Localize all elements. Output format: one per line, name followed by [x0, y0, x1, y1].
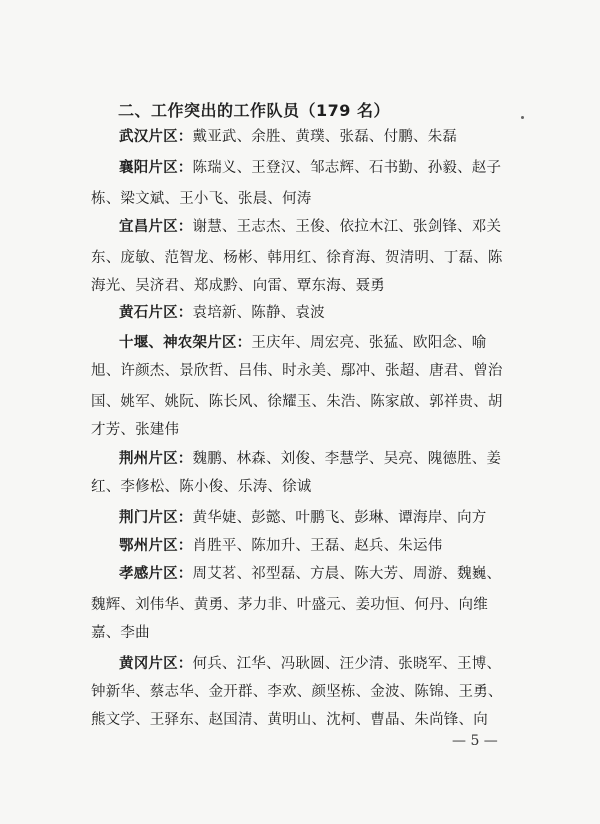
- list-line: [91, 477, 312, 497]
- member-names: 熊文学、王驿东、赵国清、黄明山、沈柯、曹晶、朱尚锋、向: [91, 712, 488, 728]
- list-line: [119, 217, 501, 237]
- list-line: [119, 333, 487, 353]
- member-names: 何兵、江华、冯耿圆、汪少清、张晓军、王博、: [192, 656, 502, 672]
- region-label: 荆门片区：: [119, 510, 193, 526]
- list-line: [119, 564, 501, 584]
- list-line: [91, 276, 385, 296]
- member-names: 袁培新、陈静、袁波: [192, 305, 325, 321]
- list-line: [91, 710, 488, 730]
- list-line: [119, 508, 487, 528]
- member-names: 陈瑞义、王登汉、邹志辉、石书勤、孙毅、赵子: [192, 160, 502, 176]
- list-line: [91, 392, 503, 412]
- member-names: 谢慧、王志杰、王俊、依拉木江、张剑锋、邓关: [192, 219, 502, 235]
- region-label: 孝感片区：: [119, 566, 193, 582]
- list-line: [91, 420, 179, 440]
- member-names: 国、姚军、姚阮、陈长风、徐耀玉、朱浩、陈家啟、郭祥贵、胡: [91, 394, 503, 410]
- member-names: 栋、梁文斌、王小飞、张晨、何涛: [91, 191, 312, 207]
- region-label: 襄阳片区：: [119, 160, 193, 176]
- list-line: [119, 654, 501, 674]
- member-names: 魏鹏、林森、刘俊、李慧学、吴亮、隗德胜、姜: [192, 451, 502, 467]
- list-line: [91, 595, 488, 615]
- list-line: [119, 449, 501, 469]
- member-names: 嘉、李曲: [91, 625, 150, 641]
- list-line: [119, 536, 442, 556]
- page-number: — 5 —: [452, 733, 498, 749]
- member-names: 海光、吴济君、郑成黔、向雷、覃东海、聂勇: [91, 278, 385, 294]
- member-names: 肖胜平、陈加升、王磊、赵兵、朱运伟: [192, 538, 443, 554]
- region-label: 武汉片区：: [119, 129, 193, 145]
- section-heading: 二、工作突出的工作队员（179 名）: [118, 101, 390, 120]
- member-names: 魏辉、刘伟华、黄勇、茅力非、叶盛元、姜功恒、何丹、向维: [91, 597, 488, 613]
- region-label: 荆州片区：: [119, 451, 193, 467]
- scan-speck: [521, 116, 524, 119]
- member-names: 黄华婕、彭懿、叶鹏飞、彭琳、谭海岸、向方: [192, 510, 487, 526]
- region-label: 宜昌片区：: [119, 219, 193, 235]
- member-names: 旭、许颜杰、景欣哲、吕伟、时永美、鄢冲、张超、唐君、曾治: [91, 363, 503, 379]
- list-line: [91, 248, 503, 268]
- region-label: 黄石片区：: [119, 305, 193, 321]
- list-line: [91, 361, 503, 381]
- region-label: 鄂州片区：: [119, 538, 193, 554]
- member-names: 戴亚武、余胜、黄璞、张磊、付鹏、朱磊: [192, 129, 458, 145]
- list-line: [119, 303, 325, 323]
- member-names: 东、庞敏、范智龙、杨彬、韩用红、徐育海、贺清明、丁磊、陈: [91, 250, 503, 266]
- member-names: 周艾茗、祁型磊、方晨、陈大芳、周游、魏巍、: [192, 566, 502, 582]
- member-names: 王庆年、周宏亮、张猛、欧阳念、喻: [251, 335, 487, 351]
- region-label: 黄冈片区：: [119, 656, 193, 672]
- list-line: [119, 158, 501, 178]
- list-line: [91, 189, 312, 209]
- list-line: [119, 127, 457, 147]
- list-line: [91, 682, 503, 702]
- member-names: 红、李修松、陈小俊、乐涛、徐诚: [91, 479, 312, 495]
- region-label: 十堰、神农架片区：: [119, 335, 252, 351]
- member-names: 钟新华、蔡志华、金开群、李欢、颜坚栋、金波、陈锦、王勇、: [91, 684, 503, 700]
- member-names: 才芳、张建伟: [91, 422, 180, 438]
- list-line: [91, 623, 150, 643]
